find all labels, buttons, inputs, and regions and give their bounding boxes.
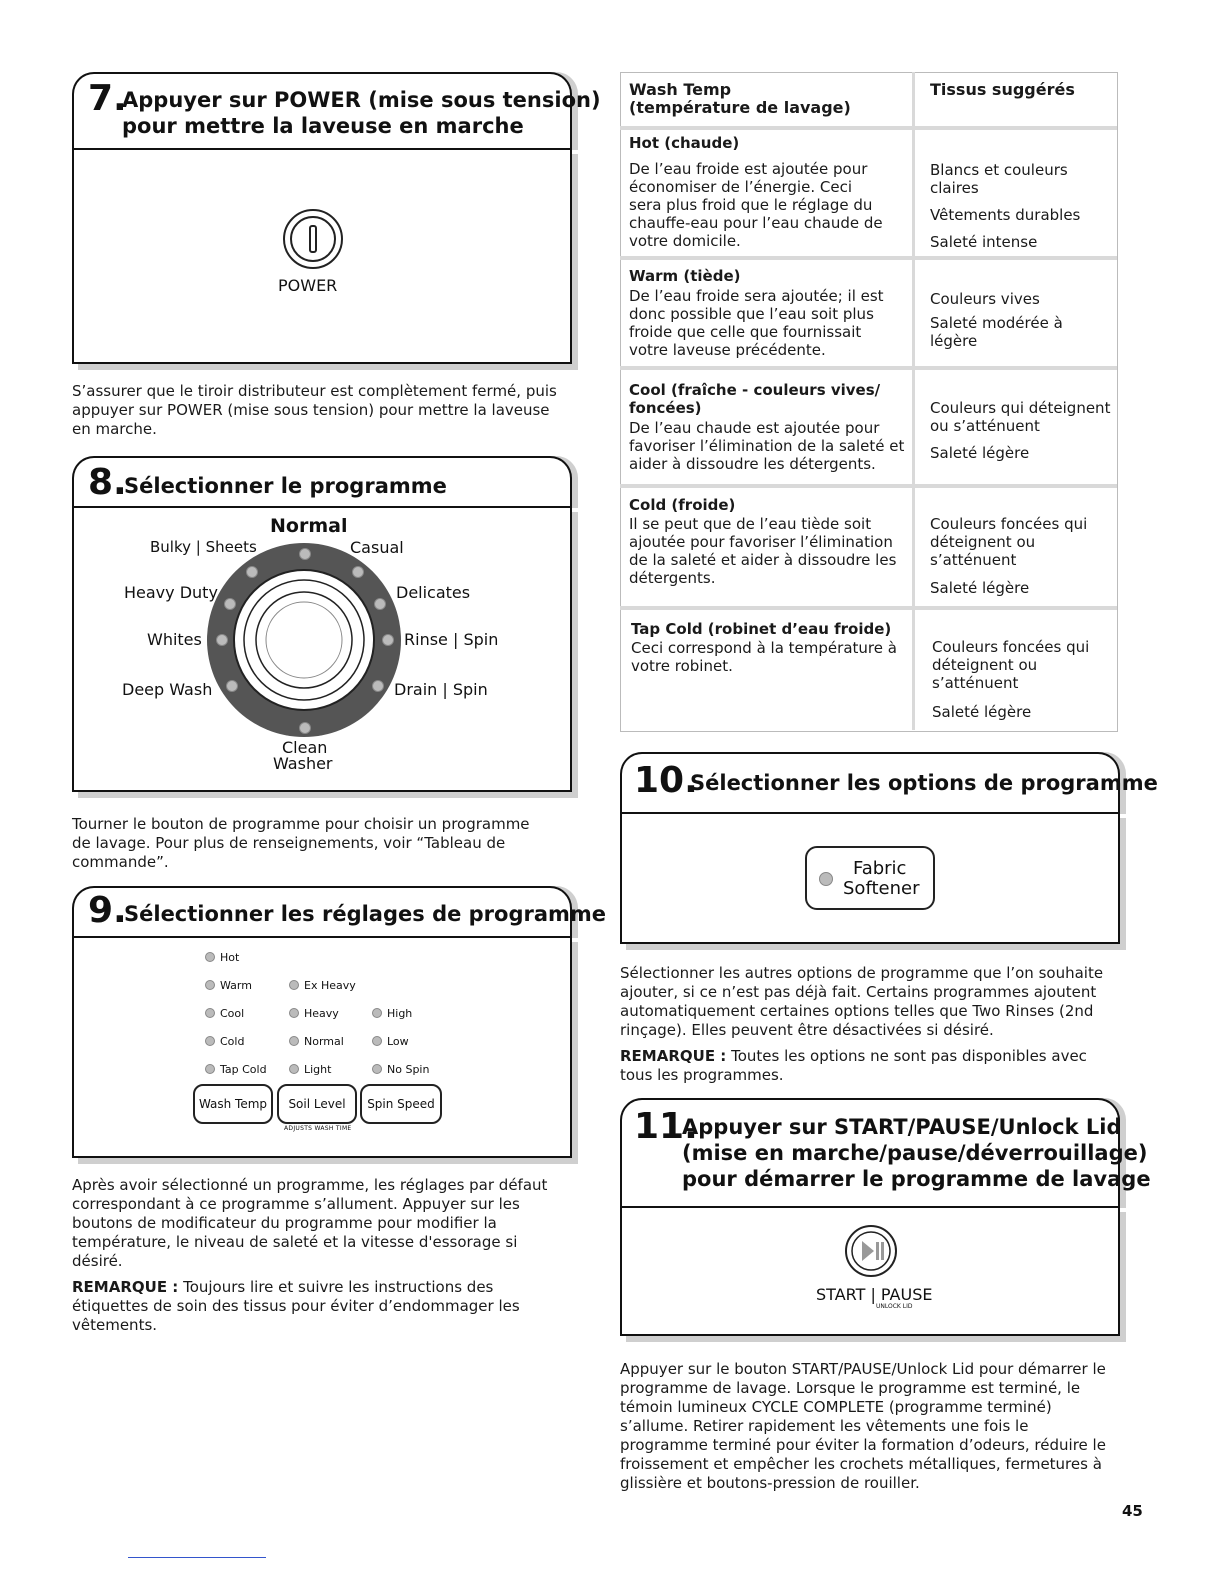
table-column-divider [912, 72, 915, 730]
power-label: POWER [278, 276, 338, 295]
step9-note-label: REMARQUE : [72, 1278, 179, 1296]
table-row-fabric: Blancs et couleurs claires [930, 161, 1068, 197]
step11-paragraph: Appuyer sur le bouton START/PAUSE/Unlock Lid pour démarrer le programme de lavage. Lorsque le programme est terminé, le témoin lumineux CYCLE COMPLETE (programme terminé) s’allume. Retirer rapidement les vêtements une fois le programme terminé pour éviter la formation d’odeurs, réduire le froissement et empêcher les crochets métalliques, fermetures à glissière et boutons-pression de rouiller. [620, 1360, 1106, 1492]
table-header-col2: Tissus suggérés [930, 80, 1075, 99]
step10-note-label: REMARQUE : [620, 1047, 727, 1065]
table-row-divider [620, 256, 1117, 260]
spin-speed-button[interactable]: Spin Speed [360, 1084, 442, 1124]
dial-dot-heavy-duty [224, 598, 236, 610]
dial-label-drain-spin: Drain | Spin [394, 680, 488, 699]
table-row-fabric: Saleté légère [930, 579, 1030, 597]
dial-dot-whites [216, 634, 228, 646]
step11-title-line1: Appuyer sur START/PAUSE/Unlock Lid [682, 1115, 1122, 1139]
table-row-divider [620, 484, 1117, 488]
spin-option-high: High [372, 1007, 412, 1020]
dial-dot-deep-wash [226, 680, 238, 692]
page-number: 45 [1122, 1502, 1143, 1520]
table-header-col1-line2: (température de lavage) [629, 98, 851, 117]
table-row-fabric: Saleté modérée à légère [930, 314, 1063, 350]
dial-label-normal: Normal [270, 515, 348, 537]
power-icon [282, 208, 344, 270]
table-row-fabric: Couleurs vives [930, 290, 1040, 308]
fabric-softener-indicator [819, 872, 833, 886]
start-pause-label: START | PAUSE [816, 1285, 933, 1304]
dial-label-bulky: Bulky | Sheets [150, 538, 257, 556]
dial-label-heavy-duty: Heavy Duty [124, 583, 218, 602]
step9-paragraph: Après avoir sélectionné un programme, les réglages par défaut correspondant à ce programme s’allument. Appuyer sur les boutons de modificateur du programme pour modifier la température, le niveau de saleté et la vitesse d'essorage si désiré. [72, 1176, 548, 1270]
dial-dot-bulky [246, 566, 258, 578]
adjusts-wash-time-note: ADJUSTS WASH TIME [284, 1125, 352, 1132]
dial-dot-delicates [374, 598, 386, 610]
dial-label-deep-wash: Deep Wash [122, 680, 213, 699]
table-row-desc: Ceci correspond à la température à votre robinet. [631, 639, 897, 675]
temp-option-cold: Cold [205, 1035, 244, 1048]
step8-title: Sélectionner le programme [124, 474, 447, 498]
step10-number: 10. [634, 760, 698, 801]
table-row-fabric: Saleté légère [932, 703, 1032, 721]
play-pause-icon [844, 1224, 898, 1278]
program-dial[interactable] [204, 540, 404, 740]
step7-title-line1: Appuyer sur POWER (mise sous tension) [122, 88, 601, 112]
soil-level-button[interactable]: Soil Level [277, 1084, 357, 1124]
step9-number: 9. [88, 890, 127, 931]
step9-title: Sélectionner les réglages de programme [124, 902, 607, 926]
wash-temp-button[interactable]: Wash Temp [193, 1084, 273, 1124]
dial-label-clean: Clean [282, 738, 328, 757]
table-row-title: Cool (fraîche - couleurs vives/ foncées) [629, 381, 881, 417]
step10-note [620, 1047, 1114, 1085]
unlock-lid-label: UNLOCK LID [876, 1303, 913, 1310]
dial-dot-drain-spin [372, 680, 384, 692]
step11-number: 11. [634, 1106, 698, 1147]
soil-option-ex-heavy: Ex Heavy [289, 979, 356, 992]
dial-label-casual: Casual [350, 538, 404, 557]
footer-rule [128, 1557, 266, 1558]
dial-dot-clean-washer [299, 722, 311, 734]
start-pause-button[interactable] [844, 1224, 898, 1278]
dial-dot-normal [299, 548, 311, 560]
step8-number: 8. [88, 462, 127, 503]
table-row-fabric: Vêtements durables [930, 206, 1081, 224]
fabric-softener-label-line2: Softener [843, 878, 920, 899]
table-row-divider [620, 366, 1117, 370]
dial-dot-casual [352, 566, 364, 578]
fabric-softener-button[interactable] [805, 846, 935, 910]
fabric-softener-label-line1: Fabric [853, 858, 907, 879]
step7-title-line2: pour mettre la laveuse en marche [122, 114, 524, 138]
table-row-desc: De l’eau froide sera ajoutée; il est donc possible que l’eau soit plus froide que celle que fournissait votre laveuse précédente. [629, 287, 884, 359]
temp-option-hot: Hot [205, 951, 239, 964]
table-row-title: Warm (tiède) [629, 267, 741, 285]
soil-option-normal: Normal [289, 1035, 344, 1048]
table-row-divider [620, 126, 1117, 130]
step11-title-line2: (mise en marche/pause/déverrouillage) [682, 1141, 1148, 1165]
power-button[interactable] [282, 208, 344, 270]
table-row-fabric: Saleté intense [930, 233, 1038, 251]
spin-option-no-spin: No Spin [372, 1063, 429, 1076]
dial-dot-rinse-spin [382, 634, 394, 646]
table-row-desc: Il se peut que de l’eau tiède soit ajoutée pour favoriser l’élimination de la saleté et aider à dissoudre les détergents. [629, 515, 897, 587]
step11-title-line3: pour démarrer le programme de lavage [682, 1167, 1151, 1191]
temp-option-warm: Warm [205, 979, 252, 992]
table-row-fabric: Couleurs foncées qui déteignent ou s’atténuent [930, 515, 1088, 569]
table-header-col1-line1: Wash Temp [629, 80, 732, 99]
step9-note [72, 1278, 542, 1335]
spin-option-low: Low [372, 1035, 409, 1048]
table-row-desc: De l’eau chaude est ajoutée pour favoriser l’élimination de la saleté et aider à dissoudre les détergents. [629, 419, 905, 473]
table-row-title: Tap Cold (robinet d’eau froide) [631, 620, 892, 638]
table-row-fabric: Saleté légère [930, 444, 1030, 462]
soil-option-light: Light [289, 1063, 331, 1076]
table-row-title: Hot (chaude) [629, 134, 740, 152]
temp-option-cool: Cool [205, 1007, 244, 1020]
soil-option-heavy: Heavy [289, 1007, 339, 1020]
dial-label-washer: Washer [273, 754, 333, 773]
dial-label-delicates: Delicates [396, 583, 471, 602]
table-row-fabric: Couleurs qui déteignent ou s’atténuent [930, 399, 1111, 435]
table-row-fabric: Couleurs foncées qui déteignent ou s’atténuent [932, 638, 1090, 692]
dial-label-whites: Whites [147, 630, 202, 649]
step10-title: Sélectionner les options de programme [690, 771, 1158, 795]
step7-paragraph: S’assurer que le tiroir distributeur est complètement fermé, puis appuyer sur POWER (mise sous tension) pour mettre la laveuse en marche. [72, 382, 557, 438]
temp-option-tap-cold: Tap Cold [205, 1063, 267, 1076]
step9-note-text: Toujours lire et suivre les instructions des étiquettes de soin des tissus pour éviter d’endommager les vêtements. [72, 1278, 520, 1334]
table-row-divider [620, 606, 1117, 610]
dial-label-rinse-spin: Rinse | Spin [404, 630, 499, 649]
step10-note-text: Toutes les options ne sont pas disponibles avec tous les programmes. [620, 1047, 1087, 1084]
step10-paragraph: Sélectionner les autres options de programme que l’on souhaite ajouter, si ce n’est pas déjà fait. Certains programmes ajoutent automatiquement certaines options telles que Two Rinses (2nd rinçage). Elles peuvent être désactivées si désiré. [620, 964, 1104, 1039]
table-header-col1 [629, 81, 909, 117]
step8-paragraph: Tourner le bouton de programme pour choisir un programme de lavage. Pour plus de renseignements, voir “Tableau de commande”. [72, 815, 530, 871]
step7-number: 7. [88, 78, 127, 119]
table-row-desc: De l’eau froide est ajoutée pour économiser de l’énergie. Ceci sera plus froid que le réglage du chauffe-eau pour l’eau chaude de votre domicile. [629, 160, 883, 250]
table-row-title: Cold (froide) [629, 496, 736, 514]
